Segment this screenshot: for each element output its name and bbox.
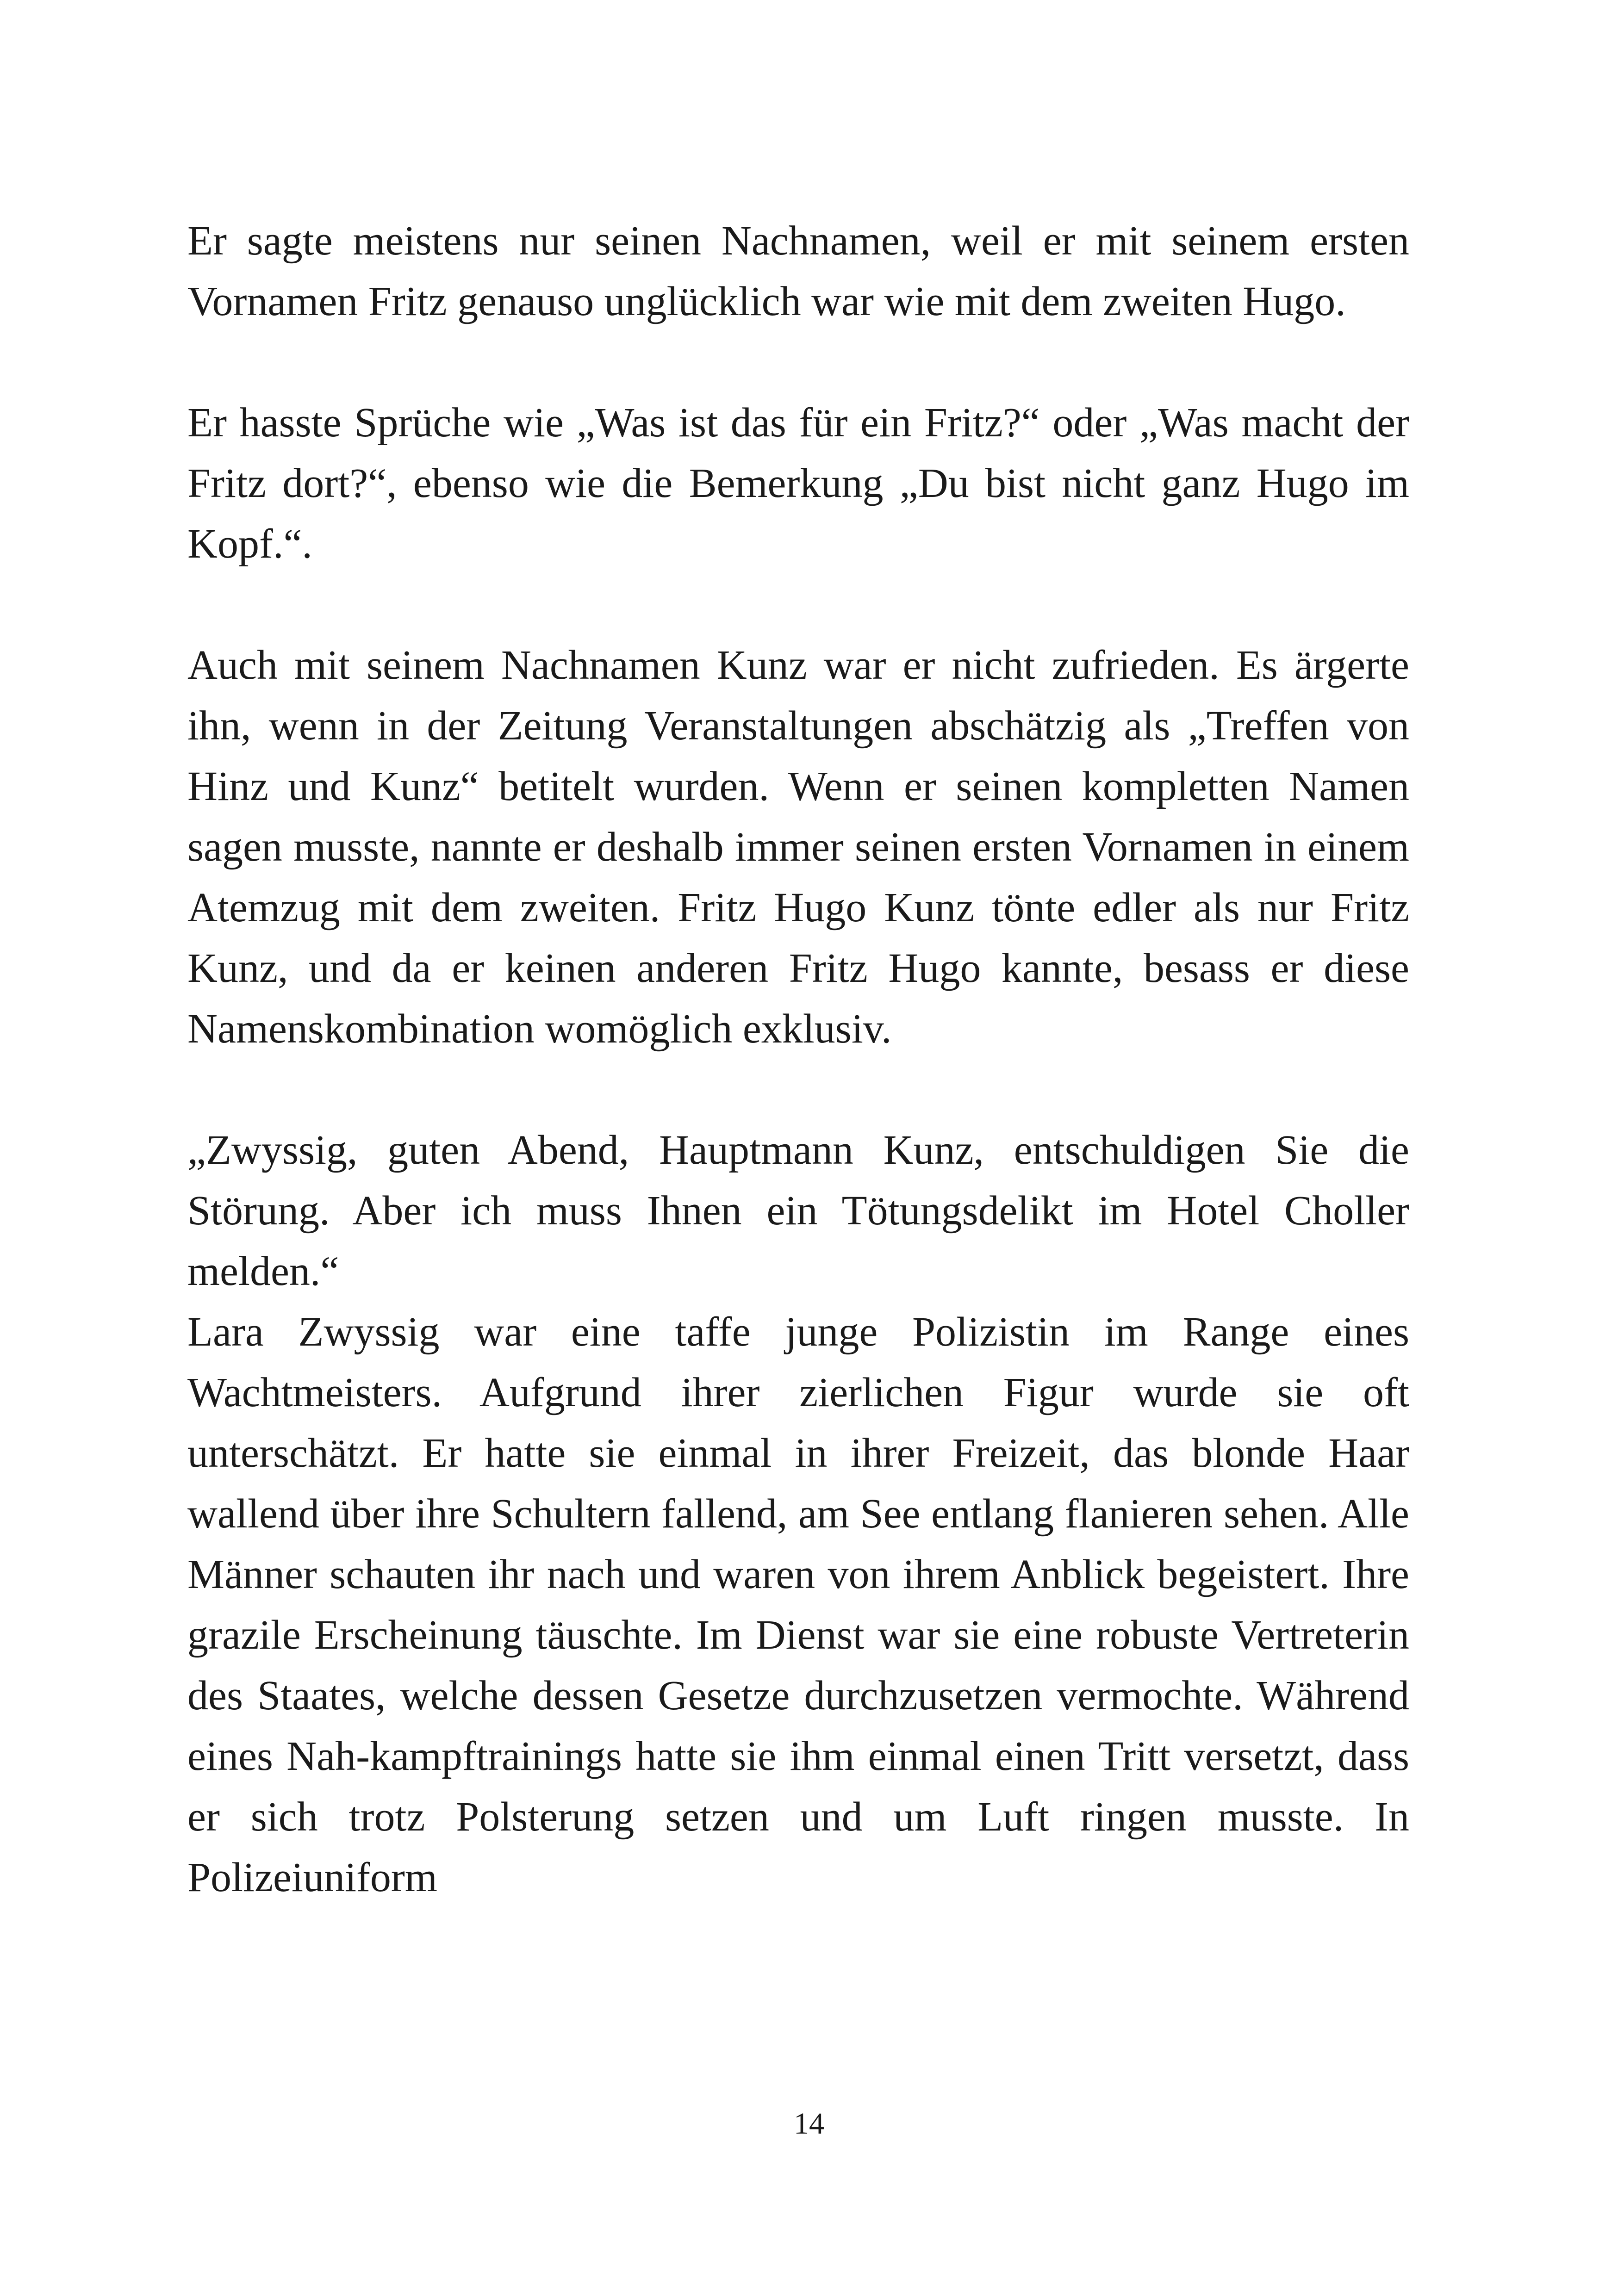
paragraph-lara-zwyssig: Lara Zwyssig war eine taffe junge Polizistin im Range eines Wachtmeisters. Aufgrund ihrer zierlichen Figur wurde sie oft unterschätzt. Er hatte sie einmal in ihrer Freizeit, das blonde Haar wallend über ihre Schultern fallend, am See entlang flanieren sehen. Alle Männer schauten ihr nach und waren von ihrem Anblick begeistert. Ihre grazile Erscheinung täuschte. Im Dienst war sie eine robuste Vertreterin des Staates, welche dessen Gesetze durchzusetzen vermochte. Während eines Nah-kampftrainings hatte sie ihm einmal einen Tritt versetzt, dass er sich trotz Polsterung setzen und um Luft ringen musste. In Polizeiuniform [187, 1309, 1409, 1900]
body-text [187, 211, 1409, 1908]
paragraph-spacer [187, 574, 1409, 635]
page-number: 14 [794, 2107, 824, 2141]
paragraph-spacer [187, 332, 1409, 392]
paragraph-sayings: Er hasste Sprüche wie „Was ist das für ein Fritz?“ oder „Was macht der Fritz dort?“, ebenso wie die Bemerkung „Du bist nicht ganz Hugo im Kopf.“. [187, 400, 1409, 567]
paragraph-spacer [187, 1059, 1409, 1120]
paragraph-name-intro: Er sagte meistens nur seinen Nachnamen, weil er mit seinem ersten Vornamen Fritz genauso unglücklich war wie mit dem zweiten Hugo. [187, 218, 1409, 324]
paragraph-dialogue: „Zwyssig, guten Abend, Hauptmann Kunz, entschuldigen Sie die Störung. Aber ich muss Ihnen ein Tötungsdelikt im Hotel Choller melden.“ [187, 1127, 1409, 1294]
paragraph-surname: Auch mit seinem Nachnamen Kunz war er nicht zufrieden. Es ärgerte ihn, wenn in der Zeitung Veranstaltungen abschätzig als „Treffen von Hinz und Kunz“ betitelt wurden. Wenn er seinen kompletten Namen sagen musste, nannte er deshalb immer seinen ersten Vornamen in einem Atemzug mit dem zweiten. Fritz Hugo Kunz tönte edler als nur Fritz Kunz, und da er keinen anderen Fritz Hugo kannte, besass er diese Namenskombination womöglich exklusiv. [187, 642, 1409, 1052]
